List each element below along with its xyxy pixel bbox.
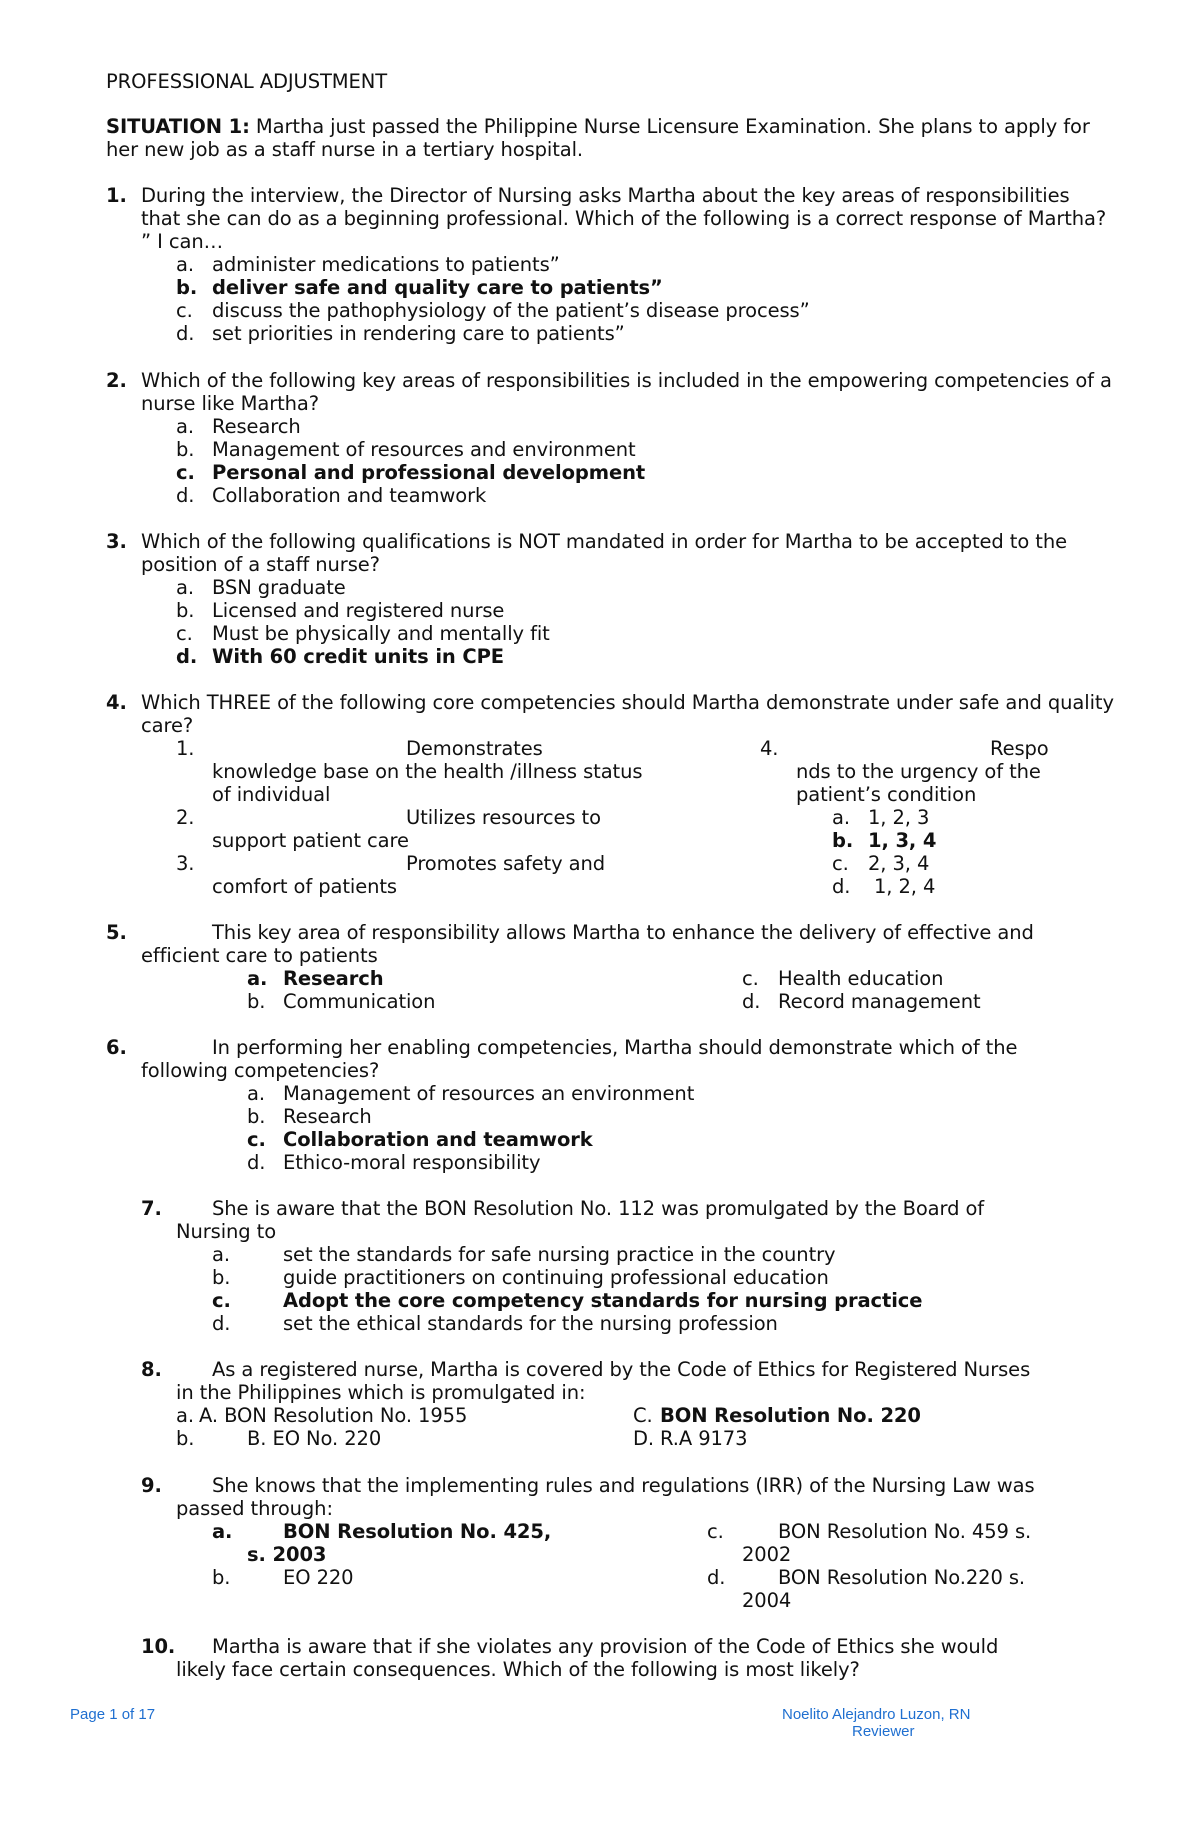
option-text: set the standards for safe nursing practice in the country [283,1243,836,1266]
option-text: administer medications to patients” [212,253,560,276]
option-text: set the ethical standards for the nursing profession [283,1312,778,1335]
competency-text: comfort of patients [212,875,397,898]
option-letter: D. [633,1427,655,1450]
option-text: R.A 9173 [660,1427,748,1450]
question-text: passed through: [176,1497,333,1520]
option-letter-answer: b. [832,829,854,852]
option-letter: d. [742,990,761,1013]
option-text: 2, 3, 4 [868,852,930,875]
question-number: 5. [106,921,127,944]
question-text: in the Philippines which is promulgated in: [176,1381,586,1404]
question-text: position of a staff nurse? [141,553,380,576]
question-text: care? [141,714,194,737]
option-text: Research [212,415,301,438]
option-letter: d. [212,1312,231,1335]
option-letter: c. [176,622,193,645]
option-letter: c. [707,1520,724,1543]
option-text: Health education [778,967,944,990]
question-text: Which of the following qualifications is NOT mandated in order for Martha to be accepted to the [141,530,1067,553]
option-letter: a. [176,576,194,599]
option-text-answer: s. 2003 [247,1543,327,1566]
option-letter-answer: b. [176,276,198,299]
option-letter: d. [176,484,195,507]
option-text: Communication [283,990,436,1013]
option-text: 2004 [742,1589,792,1612]
option-letter: b. [176,1427,195,1450]
question-number: 4. [106,691,127,714]
competency-number: 1. [176,737,195,760]
option-text: EO 220 [283,1566,354,1589]
option-letter: a. [212,1243,230,1266]
competency-text: knowledge base on the health /illness status [212,760,643,783]
situation-text-1: Martha just passed the Philippine Nurse Licensure Examination. She plans to apply for [249,115,1090,138]
option-letter: a. [176,1404,194,1427]
question-text: that she can do as a beginning professional. Which of the following is a correct response of Martha? [141,207,1107,230]
question-text: She is aware that the BON Resolution No. 112 was promulgated by the Board of [212,1197,985,1220]
option-text: Management of resources an environment [283,1082,695,1105]
option-letter-answer: a. [212,1520,233,1543]
option-text: Must be physically and mentally fit [212,622,550,645]
question-number: 8. [141,1358,162,1381]
option-letter: b. [212,1266,231,1289]
option-letter: a. [247,1082,265,1105]
option-letter: c. [176,299,193,322]
option-text: Research [283,1105,372,1128]
option-letter: a. [176,415,194,438]
question-number: 7. [141,1197,162,1220]
situation-label: SITUATION 1: [106,115,250,138]
option-text: set priorities in rendering care to patients” [212,322,625,345]
competency-text: Respo [990,737,1049,760]
question-text: Which THREE of the following core competencies should Martha demonstrate under safe and quality [141,691,1114,714]
author-name: Noelito Alejandro Luzon, RN [782,1706,971,1723]
question-text: During the interview, the Director of Nursing asks Martha about the key areas of responsibilities [141,184,1070,207]
option-text-answer: Research [283,967,384,990]
competency-text: patient’s condition [796,783,977,806]
option-letter: d. [832,875,851,898]
question-number: 3. [106,530,127,553]
option-letter: d. [176,322,195,345]
option-letter: C. [633,1404,653,1427]
question-text: She knows that the implementing rules and regulations (IRR) of the Nursing Law was [212,1474,1035,1497]
option-text: Ethico-moral responsibility [283,1151,541,1174]
question-text: likely face certain consequences. Which of the following is most likely? [176,1658,860,1681]
option-text-answer: Adopt the core competency standards for nursing practice [283,1289,923,1312]
option-text: Licensed and registered nurse [212,599,505,622]
option-text-answer: 1, 3, 4 [868,829,937,852]
option-text: BON Resolution No.220 s. [778,1566,1026,1589]
option-text: Record management [778,990,981,1013]
question-number: 2. [106,369,127,392]
option-letter: b. [176,599,195,622]
question-text: As a registered nurse, Martha is covered by the Code of Ethics for Registered Nurses [212,1358,1031,1381]
option-letter-answer: a. [247,967,268,990]
question-text: efficient care to patients [141,944,378,967]
question-text: Martha is aware that if she violates any provision of the Code of Ethics she would [212,1635,999,1658]
option-letter: d. [707,1566,726,1589]
option-text: 1, 2, 4 [874,875,936,898]
question-number: 10. [141,1635,176,1658]
question-text: In performing her enabling competencies, Martha should demonstrate which of the [212,1036,1018,1059]
option-letter: c. [742,967,759,990]
question-text: nurse like Martha? [141,392,320,415]
competency-number: 4. [760,737,779,760]
option-letter-answer: c. [247,1128,266,1151]
question-text: Nursing to [176,1220,277,1243]
competency-number: 2. [176,806,195,829]
situation-line-1 [106,115,1090,138]
author-role: Reviewer [852,1723,915,1740]
competency-text: Promotes safety and [406,852,606,875]
competency-number: 3. [176,852,195,875]
option-text-answer: BON Resolution No. 425, [283,1520,552,1543]
question-text: ” I can… [141,230,223,253]
option-text: discuss the pathophysiology of the patient’s disease process” [212,299,810,322]
question-text: following competencies? [141,1059,380,1082]
option-text: Management of resources and environment [212,438,636,461]
option-text-answer: Collaboration and teamwork [283,1128,593,1151]
question-text: This key area of responsibility allows Martha to enhance the delivery of effective and [212,921,1034,944]
option-letter: b. [176,438,195,461]
option-text: Collaboration and teamwork [212,484,487,507]
option-letter: a. [832,806,850,829]
option-text-answer: BON Resolution No. 220 [660,1404,921,1427]
question-number: 1. [106,184,127,207]
competency-text: Utilizes resources to [406,806,601,829]
page-number: Page 1 of 17 [70,1706,156,1723]
option-text: 2002 [742,1543,792,1566]
option-letter-answer: d. [176,645,198,668]
option-text: BON Resolution No. 459 s. [778,1520,1032,1543]
option-letter: d. [247,1151,266,1174]
competency-text: Demonstrates [406,737,543,760]
option-letter-answer: c. [176,461,195,484]
option-letter: b. [212,1566,231,1589]
option-text-answer: deliver safe and quality care to patients” [212,276,663,299]
competency-text: of individual [212,783,331,806]
option-text: guide practitioners on continuing professional education [283,1266,829,1289]
option-text-answer: With 60 credit units in CPE [212,645,505,668]
option-letter: a. [176,253,194,276]
option-text: A. BON Resolution No. 1955 [199,1404,468,1427]
document-title: PROFESSIONAL ADJUSTMENT [106,70,388,93]
option-text-answer: Personal and professional development [212,461,646,484]
option-letter: c. [832,852,849,875]
option-text: 1, 2, 3 [868,806,930,829]
option-letter: b. [247,1105,266,1128]
option-text: B. EO No. 220 [247,1427,382,1450]
competency-text: support patient care [212,829,409,852]
option-text: BSN graduate [212,576,346,599]
situation-line-2: her new job as a staff nurse in a tertiary hospital. [106,138,584,161]
option-letter-answer: c. [212,1289,231,1312]
competency-text: nds to the urgency of the [796,760,1041,783]
question-number: 6. [106,1036,127,1059]
option-letter: b. [247,990,266,1013]
question-text: Which of the following key areas of responsibilities is included in the empowering competencies of a [141,369,1112,392]
question-number: 9. [141,1474,162,1497]
